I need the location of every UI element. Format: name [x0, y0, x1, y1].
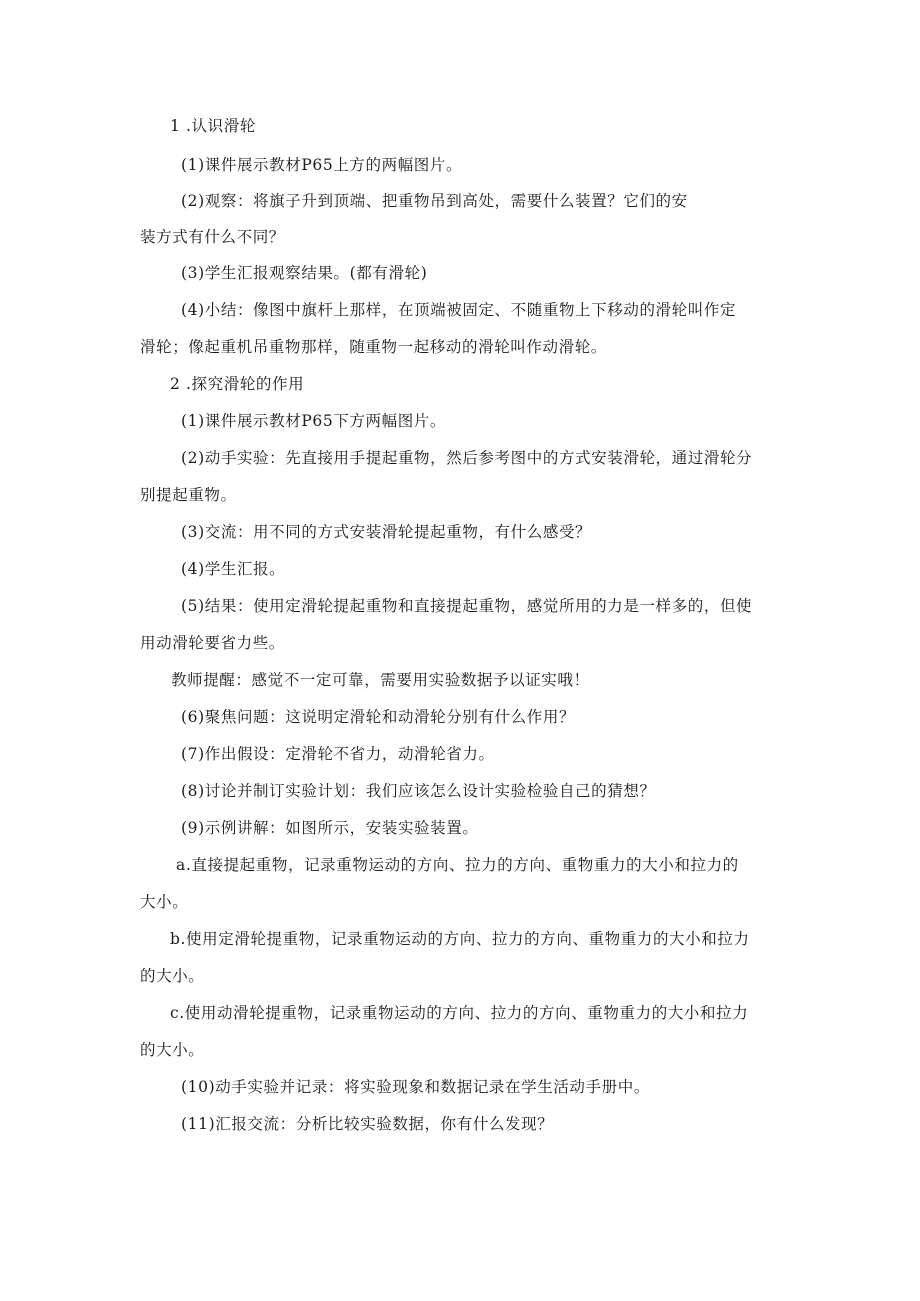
teacher-tip: 教师提醒：感觉不一定可靠，需要用实验数据予以证实哦！ — [171, 671, 590, 689]
section2-heading: 2 .探究滑轮的作用 — [170, 375, 305, 393]
section1-item2-line1: (2)观察：将旗子升到顶端、把重物吊到高处，需要什么装置？它们的安 — [181, 192, 688, 210]
section1-item2-line2: 装方式有什么不同？ — [140, 228, 285, 246]
section1-item1: (1)课件展示教材P65上方的两幅图片。 — [181, 156, 463, 174]
section2-item6: (6)聚焦问题：这说明定滑轮和动滑轮分别有什么作用？ — [181, 708, 576, 726]
section2-item8: (8)讨论并制订实验计划：我们应该怎么设计实验检验自己的猜想？ — [181, 782, 656, 800]
section2-item5-line1: (5)结果：使用定滑轮提起重物和直接提起重物，感觉所用的力是一样多的，但使 — [181, 597, 753, 615]
section2-item5-line2: 用动滑轮要省力些。 — [140, 634, 285, 652]
step-b-line1: b.使用定滑轮提重物，记录重物运动的方向、拉力的方向、重物重力的大小和拉力 — [170, 930, 750, 948]
step-c-line2: 的大小。 — [140, 1041, 205, 1059]
section2-item7: (7)作出假设：定滑轮不省力，动滑轮省力。 — [181, 745, 495, 763]
section2-item2-line2: 别提起重物。 — [140, 486, 237, 504]
step-c-line1: c.使用动滑轮提重物，记录重物运动的方向、拉力的方向、重物重力的大小和拉力 — [170, 1004, 749, 1022]
step-b-line2: 的大小。 — [140, 967, 205, 985]
section2-item10: (10)动手实验并记录：将实验现象和数据记录在学生活动手册中。 — [181, 1078, 650, 1096]
section2-item1: (1)课件展示教材P65下方两幅图片。 — [181, 412, 447, 430]
section2-item4: (4)学生汇报。 — [181, 560, 286, 578]
step-a-line2: 大小。 — [140, 893, 189, 911]
section1-item4-line1: (4)小结：像图中旗杆上那样，在顶端被固定、不随重物上下移动的滑轮叫作定 — [181, 301, 737, 319]
section1-item4-line2: 滑轮；像起重机吊重物那样，随重物一起移动的滑轮叫作动滑轮。 — [140, 338, 607, 356]
section1-heading: 1 .认识滑轮 — [170, 117, 256, 135]
section1-item3: (3)学生汇报观察结果。(都有滑轮) — [181, 264, 428, 282]
section2-item11: (11)汇报交流：分析比较实验数据，你有什么发现？ — [181, 1115, 554, 1133]
step-a-line1: a.直接提起重物，记录重物运动的方向、拉力的方向、重物重力的大小和拉力的 — [176, 856, 739, 874]
section2-item3: (3)交流：用不同的方式安装滑轮提起重物，有什么感受？ — [181, 523, 592, 541]
section2-item9: (9)示例讲解：如图所示，安装实验装置。 — [181, 819, 479, 837]
section2-item2-line1: (2)动手实验：先直接用手提起重物，然后参考图中的方式安装滑轮，通过滑轮分 — [181, 449, 753, 467]
